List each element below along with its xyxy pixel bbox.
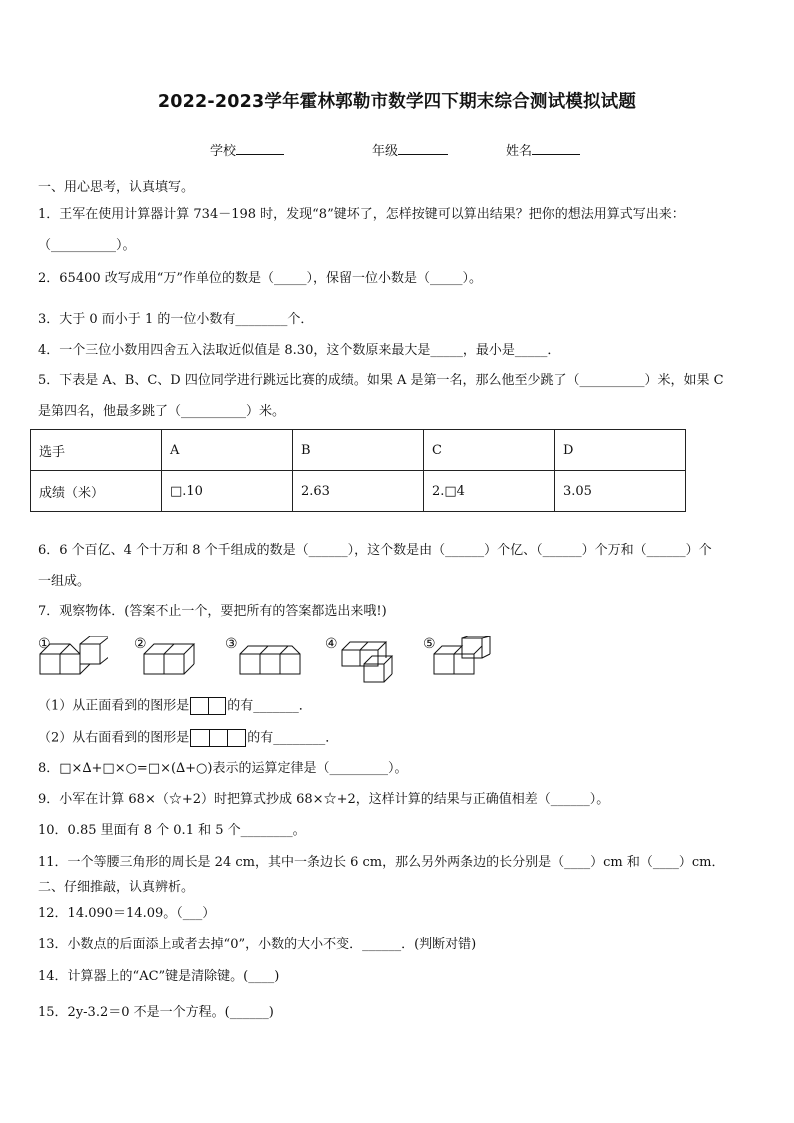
table-cell: 选手 (31, 430, 162, 471)
table-cell: D (555, 430, 686, 471)
figure-3-label: ③ (225, 636, 238, 652)
two-square-front-view-icon (190, 697, 226, 715)
question-8: 8．□×∆+□×○=□×(∆+○)表示的运算定律是（_________）。 (38, 761, 408, 776)
question-7-part-2 (38, 729, 758, 748)
question-6-line-1: 6．6 个百亿、4 个十万和 8 个千组成的数是（______），这个数是由（______）个亿、（______）个万和（______）个 (38, 543, 712, 558)
cube-figure-4 (340, 636, 396, 686)
question-11: 11．一个等腰三角形的周长是 24 cm，其中一条边长 6 cm，那么另外两条边的长分别是（____）cm 和（____）cm． (38, 855, 725, 870)
question-1-line-2: （__________）。 (38, 238, 136, 253)
grade-field[interactable]: 年级 (372, 140, 448, 159)
question-10: 10．0.85 里面有 8 个 0.1 和 5 个________。 (38, 823, 306, 838)
question-15: 15．2y-3.2＝0 不是一个方程。(______) (38, 1005, 274, 1020)
cube-figure-2 (142, 636, 204, 684)
question-7-part-1 (38, 697, 758, 716)
q7-1-text: （1）从正面看到的图形是 (38, 698, 190, 714)
scores-table (30, 429, 686, 512)
figure-1-label: ① (38, 636, 51, 652)
question-5-line-1: 5．下表是 A、B、C、D 四位同学进行跳远比赛的成绩。如果 A 是第一名，那么他至少跳了（__________）米，如果 C (38, 373, 724, 388)
table-header-row (31, 430, 686, 471)
question-12: 12．14.090＝14.09。（___） (38, 906, 216, 921)
question-7: 7．观察物体．(答案不止一个，要把所有的答案都选出来哦!) (38, 604, 387, 619)
cube-figure-3 (238, 636, 304, 684)
three-square-side-view-icon (190, 729, 246, 747)
table-cell: A (162, 430, 293, 471)
table-cell: 2.□4 (424, 471, 555, 512)
question-9: 9．小军在计算 68×（☆+2）时把算式抄成 68×☆+2，这样计算的结果与正确值相差（______）。 (38, 792, 610, 807)
school-field[interactable]: 学校 (210, 140, 284, 159)
question-4: 4．一个三位小数用四舍五入法取近似值是 8.30，这个数原来最大是_____，最小是_____． (38, 343, 561, 358)
question-6-line-2: 一组成。 (38, 574, 91, 589)
table-cell: C (424, 430, 555, 471)
table-cell: 成绩（米） (31, 471, 162, 512)
figure-4-label: ④ (325, 636, 338, 652)
question-5-line-2: 是第四名，他最多跳了（__________）米。 (38, 404, 286, 419)
q7-1-answer-text: 的有_______． (227, 698, 312, 714)
section-1-heading: 一、用心思考，认真填写。 (38, 180, 195, 195)
table-cell: 2.63 (293, 471, 424, 512)
table-cell: B (293, 430, 424, 471)
cube-figure-5 (432, 636, 494, 684)
q7-2-answer-text: 的有________． (247, 730, 339, 746)
table-cell: □.10 (162, 471, 293, 512)
table-cell: 3.05 (555, 471, 686, 512)
section-2-heading: 二、仔细推敲，认真辨析。 (38, 880, 195, 895)
table-row (31, 471, 686, 512)
question-13: 13．小数点的后面添上或者去掉“0”，小数的大小不变．______．(判断对错) (38, 937, 477, 952)
question-14: 14．计算器上的“AC”键是清除键。(____) (38, 969, 280, 984)
figure-5-label: ⑤ (423, 636, 436, 652)
cube-figure-1 (38, 636, 108, 684)
q7-2-text: （2）从右面看到的图形是 (38, 730, 190, 746)
figure-2-label: ② (134, 636, 147, 652)
name-field[interactable]: 姓名 (506, 140, 580, 159)
page-title: 2022-2023学年霍林郭勒市数学四下期末综合测试模拟试题 (157, 92, 637, 112)
question-3: 3．大于 0 而小于 1 的一位小数有________个． (38, 312, 314, 327)
question-2: 2．65400 改写成用“万”作单位的数是（_____），保留一位小数是（_____）。 (38, 271, 483, 286)
question-1-line-1: 1．王军在使用计算器计算 734－198 时，发现“8”键坏了，怎样按键可以算出结果？把你的想法用算式写出来： (38, 207, 685, 222)
